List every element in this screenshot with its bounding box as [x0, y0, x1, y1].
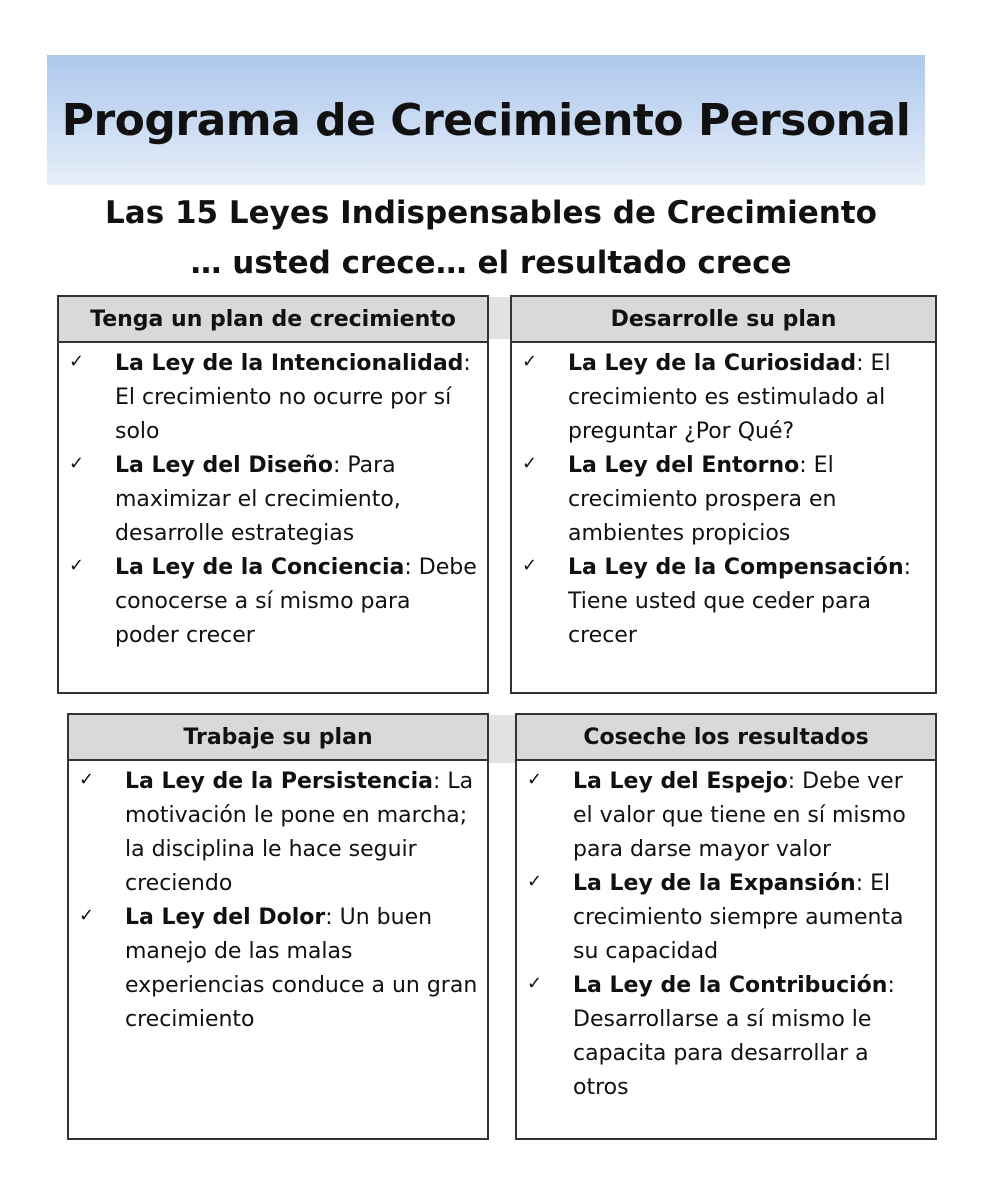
checkmark-icon: ✓	[69, 555, 85, 576]
law-description: : Para maximizar el crecimiento, desarrolle estrategias	[115, 453, 401, 546]
list-item	[517, 969, 929, 1105]
checkmark-icon: ✓	[527, 871, 543, 892]
list-item	[59, 449, 481, 551]
subtitle-line-2: … usted crece… el resultado crece	[190, 245, 792, 281]
list-item	[69, 765, 481, 901]
law-description: : El crecimiento no ocurre por sí solo	[115, 351, 471, 444]
checkmark-icon: ✓	[527, 973, 543, 994]
box-heading: Tenga un plan de crecimiento	[59, 297, 487, 343]
checkmark-icon: ✓	[69, 351, 85, 372]
law-list	[59, 343, 487, 653]
title-banner	[47, 55, 925, 185]
list-item	[517, 867, 929, 969]
law-name: La Ley del Diseño	[115, 453, 333, 478]
list-item	[512, 449, 929, 551]
law-name: La Ley del Dolor	[125, 905, 326, 930]
box-coseche-los-resultados	[515, 713, 937, 1140]
box-heading: Coseche los resultados	[517, 715, 935, 761]
checkmark-icon: ✓	[79, 905, 95, 926]
list-item	[59, 551, 481, 653]
box-heading: Desarrolle su plan	[512, 297, 935, 343]
page-title: Programa de Crecimiento Personal	[61, 94, 911, 146]
law-name: La Ley del Espejo	[573, 769, 788, 794]
law-description: : Desarrollarse a sí mismo le capacita para desarrollar a otros	[573, 973, 895, 1100]
law-description: : El crecimiento es estimulado al preguntar ¿Por Qué?	[568, 351, 891, 444]
checkmark-icon: ✓	[527, 769, 543, 790]
box-heading: Trabaje su plan	[69, 715, 487, 761]
list-item	[517, 765, 929, 867]
law-name: La Ley de la Persistencia	[125, 769, 433, 794]
subtitle-line-1: Las 15 Leyes Indispensables de Crecimiento	[105, 195, 877, 231]
law-name: La Ley de la Conciencia	[115, 555, 405, 580]
law-description: : El crecimiento siempre aumenta su capacidad	[573, 871, 904, 964]
law-description: : El crecimiento prospera en ambientes propicios	[568, 453, 837, 546]
law-description: : Debe conocerse a sí mismo para poder crecer	[115, 555, 477, 648]
connector-shade-bottom	[489, 715, 515, 763]
law-description: : La motivación le pone en marcha; la disciplina le hace seguir creciendo	[125, 769, 474, 896]
checkmark-icon: ✓	[522, 453, 538, 474]
list-item	[512, 347, 929, 449]
law-list	[517, 761, 935, 1105]
box-tenga-un-plan	[57, 295, 489, 694]
law-list	[512, 343, 935, 653]
list-item	[69, 901, 481, 1037]
law-name: La Ley de la Curiosidad	[568, 351, 857, 376]
law-name: La Ley de la Compensación	[568, 555, 904, 580]
law-name: La Ley de la Expansión	[573, 871, 856, 896]
law-description: : Debe ver el valor que tiene en sí mismo para darse mayor valor	[573, 769, 906, 862]
box-trabaje-su-plan	[67, 713, 489, 1140]
law-name: La Ley del Entorno	[568, 453, 800, 478]
list-item	[59, 347, 481, 449]
law-description: : Un buen manejo de las malas experiencias conduce a un gran crecimiento	[125, 905, 478, 1032]
checkmark-icon: ✓	[522, 351, 538, 372]
checkmark-icon: ✓	[69, 453, 85, 474]
checkmark-icon: ✓	[522, 555, 538, 576]
law-list	[69, 761, 487, 1037]
checkmark-icon: ✓	[79, 769, 95, 790]
box-desarrolle-su-plan	[510, 295, 937, 694]
law-name: La Ley de la Intencionalidad	[115, 351, 464, 376]
law-name: La Ley de la Contribución	[573, 973, 888, 998]
connector-shade-top	[489, 297, 510, 339]
law-description: : Tiene usted que ceder para crecer	[568, 555, 912, 648]
list-item	[512, 551, 929, 653]
